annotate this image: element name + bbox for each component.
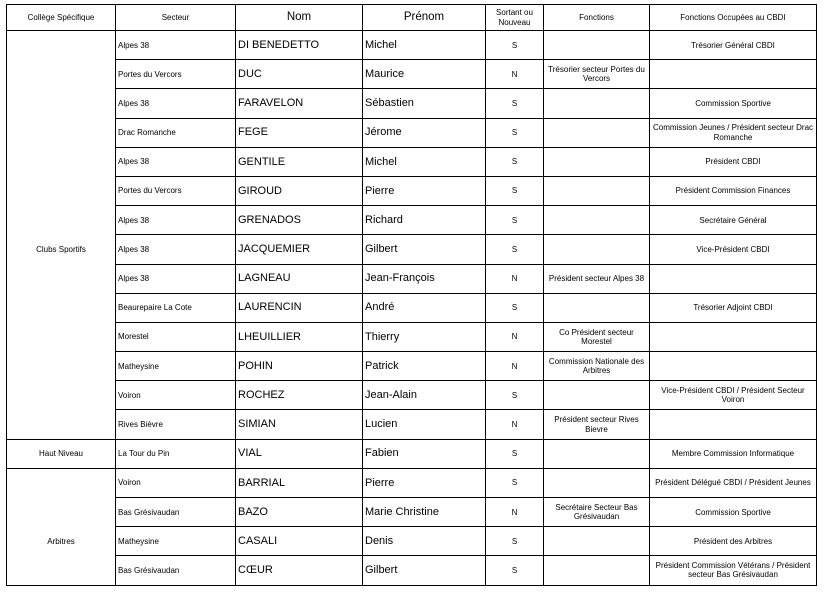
fonctions-cell bbox=[544, 468, 650, 497]
fonctions-cbdi-cell: Trésorier Adjoint CBDI bbox=[650, 293, 817, 322]
fonctions-cbdi-cell: Président Commission Finances bbox=[650, 176, 817, 205]
fonctions-cell bbox=[544, 31, 650, 60]
prenom-cell: Pierre bbox=[363, 176, 486, 205]
fonctions-cbdi-cell: Président CBDI bbox=[650, 147, 817, 176]
table-row bbox=[7, 498, 817, 527]
table-row bbox=[7, 468, 817, 497]
prenom-cell: Pierre bbox=[363, 468, 486, 497]
fonctions-cell bbox=[544, 235, 650, 264]
nom-cell: LAGNEAU bbox=[236, 264, 363, 293]
secteur-cell: Drac Romanche bbox=[116, 118, 236, 147]
prenom-cell: Maurice bbox=[363, 60, 486, 89]
prenom-cell: Marie Christine bbox=[363, 498, 486, 527]
secteur-cell: Bas Grésivaudan bbox=[116, 556, 236, 585]
fonctions-cell: Président secteur Alpes 38 bbox=[544, 264, 650, 293]
sortant-nouveau-cell: N bbox=[486, 498, 544, 527]
fonctions-cell bbox=[544, 293, 650, 322]
college-cell bbox=[7, 118, 116, 147]
fonctions-cbdi-cell: Président Délégué CBDI / Président Jeunes bbox=[650, 468, 817, 497]
nom-cell: POHIN bbox=[236, 352, 363, 381]
fonctions-cell bbox=[544, 206, 650, 235]
secteur-cell: Portes du Vercors bbox=[116, 60, 236, 89]
table-row bbox=[7, 89, 817, 118]
secteur-cell: Voiron bbox=[116, 381, 236, 410]
college-cell bbox=[7, 31, 116, 60]
table-row bbox=[7, 264, 817, 293]
nom-cell: JACQUEMIER bbox=[236, 235, 363, 264]
fonctions-cbdi-cell bbox=[650, 410, 817, 439]
fonctions-cell bbox=[544, 556, 650, 585]
prenom-cell: Denis bbox=[363, 527, 486, 556]
nom-cell: GRENADOS bbox=[236, 206, 363, 235]
nom-cell: GIROUD bbox=[236, 176, 363, 205]
table-row bbox=[7, 60, 817, 89]
fonctions-cell: Co Président secteur Morestel bbox=[544, 322, 650, 351]
sortant-nouveau-cell: S bbox=[486, 527, 544, 556]
table-row bbox=[7, 206, 817, 235]
fonctions-cbdi-cell: Commission Sportive bbox=[650, 89, 817, 118]
secteur-cell: La Tour du Pin bbox=[116, 439, 236, 468]
table-row bbox=[7, 293, 817, 322]
college-cell bbox=[7, 468, 116, 497]
college-cell bbox=[7, 60, 116, 89]
sortant-nouveau-cell: S bbox=[486, 118, 544, 147]
nom-cell: DI BENEDETTO bbox=[236, 31, 363, 60]
secteur-cell: Beaurepaire La Cote bbox=[116, 293, 236, 322]
secteur-cell: Alpes 38 bbox=[116, 147, 236, 176]
fonctions-cbdi-cell: Secrétaire Général bbox=[650, 206, 817, 235]
secteur-cell: Matheysine bbox=[116, 352, 236, 381]
table-row bbox=[7, 235, 817, 264]
prenom-cell: Jean-François bbox=[363, 264, 486, 293]
fonctions-cbdi-cell bbox=[650, 322, 817, 351]
college-cell bbox=[7, 322, 116, 351]
nom-cell: SIMIAN bbox=[236, 410, 363, 439]
nom-cell: DUC bbox=[236, 60, 363, 89]
table-row bbox=[7, 176, 817, 205]
college-cell bbox=[7, 176, 116, 205]
secteur-cell: Rives Bièvre bbox=[116, 410, 236, 439]
prenom-cell: André bbox=[363, 293, 486, 322]
fonctions-cbdi-cell: Vice-Président CBDI / Président Secteur Voiron bbox=[650, 381, 817, 410]
college-cell bbox=[7, 498, 116, 527]
prenom-cell: Sébastien bbox=[363, 89, 486, 118]
fonctions-cell bbox=[544, 118, 650, 147]
header-sortant-nouveau: Sortant ou Nouveau bbox=[486, 5, 544, 31]
nom-cell: GENTILE bbox=[236, 147, 363, 176]
college-cell bbox=[7, 381, 116, 410]
prenom-cell: Richard bbox=[363, 206, 486, 235]
fonctions-cbdi-cell: Vice-Président CBDI bbox=[650, 235, 817, 264]
fonctions-cell: Président secteur Rives Bievre bbox=[544, 410, 650, 439]
table-row bbox=[7, 31, 817, 60]
fonctions-cbdi-cell bbox=[650, 352, 817, 381]
sortant-nouveau-cell: S bbox=[486, 381, 544, 410]
fonctions-cbdi-cell bbox=[650, 264, 817, 293]
nom-cell: ROCHEZ bbox=[236, 381, 363, 410]
table-row bbox=[7, 527, 817, 556]
sortant-nouveau-cell: S bbox=[486, 147, 544, 176]
prenom-cell: Michel bbox=[363, 31, 486, 60]
nom-cell: LAURENCIN bbox=[236, 293, 363, 322]
college-cell: Clubs Sportifs bbox=[7, 235, 116, 264]
secteur-cell: Alpes 38 bbox=[116, 235, 236, 264]
fonctions-cell bbox=[544, 527, 650, 556]
sortant-nouveau-cell: S bbox=[486, 293, 544, 322]
header-secteur: Secteur bbox=[116, 5, 236, 31]
nom-cell: BARRIAL bbox=[236, 468, 363, 497]
header-prenom: Prénom bbox=[363, 5, 486, 31]
secteur-cell: Matheysine bbox=[116, 527, 236, 556]
secteur-cell: Alpes 38 bbox=[116, 206, 236, 235]
sortant-nouveau-cell: S bbox=[486, 235, 544, 264]
prenom-cell: Gilbert bbox=[363, 235, 486, 264]
sortant-nouveau-cell: N bbox=[486, 322, 544, 351]
prenom-cell: Lucien bbox=[363, 410, 486, 439]
college-cell: Arbitres bbox=[7, 527, 116, 556]
nom-cell: FEGE bbox=[236, 118, 363, 147]
college-cell bbox=[7, 410, 116, 439]
sortant-nouveau-cell: S bbox=[486, 439, 544, 468]
nom-cell: CŒUR bbox=[236, 556, 363, 585]
fonctions-cbdi-cell: Commission Sportive bbox=[650, 498, 817, 527]
sortant-nouveau-cell: N bbox=[486, 264, 544, 293]
college-cell bbox=[7, 352, 116, 381]
college-cell bbox=[7, 206, 116, 235]
sortant-nouveau-cell: N bbox=[486, 410, 544, 439]
prenom-cell: Jean-Alain bbox=[363, 381, 486, 410]
secteur-cell: Alpes 38 bbox=[116, 31, 236, 60]
nom-cell: FARAVELON bbox=[236, 89, 363, 118]
sortant-nouveau-cell: S bbox=[486, 176, 544, 205]
fonctions-cell: Trésorier secteur Portes du Vercors bbox=[544, 60, 650, 89]
sortant-nouveau-cell: S bbox=[486, 468, 544, 497]
sortant-nouveau-cell: S bbox=[486, 31, 544, 60]
fonctions-cbdi-cell: Président Commission Vétérans / Président secteur Bas Grésivaudan bbox=[650, 556, 817, 585]
sortant-nouveau-cell: S bbox=[486, 206, 544, 235]
prenom-cell: Michel bbox=[363, 147, 486, 176]
fonctions-cell bbox=[544, 147, 650, 176]
table-row bbox=[7, 410, 817, 439]
sortant-nouveau-cell: N bbox=[486, 60, 544, 89]
fonctions-cell bbox=[544, 381, 650, 410]
fonctions-cbdi-cell: Membre Commission Informatique bbox=[650, 439, 817, 468]
table-row bbox=[7, 556, 817, 585]
table-row bbox=[7, 322, 817, 351]
header-fonctions-cbdi: Fonctions Occupées au CBDI bbox=[650, 5, 817, 31]
table-row bbox=[7, 118, 817, 147]
fonctions-cbdi-cell: Président des Arbitres bbox=[650, 527, 817, 556]
sortant-nouveau-cell: S bbox=[486, 89, 544, 118]
table-row bbox=[7, 381, 817, 410]
secteur-cell: Alpes 38 bbox=[116, 89, 236, 118]
fonctions-cbdi-cell: Commission Jeunes / Président secteur Drac Romanche bbox=[650, 118, 817, 147]
college-cell bbox=[7, 264, 116, 293]
college-cell: Haut Niveau bbox=[7, 439, 116, 468]
nom-cell: BAZO bbox=[236, 498, 363, 527]
college-cell bbox=[7, 89, 116, 118]
secteur-cell: Voiron bbox=[116, 468, 236, 497]
header-nom: Nom bbox=[236, 5, 363, 31]
prenom-cell: Jérome bbox=[363, 118, 486, 147]
fonctions-cbdi-cell: Trésorier Général CBDI bbox=[650, 31, 817, 60]
secteur-cell: Bas Grésivaudan bbox=[116, 498, 236, 527]
nom-cell: LHEUILLIER bbox=[236, 322, 363, 351]
nom-cell: CASALI bbox=[236, 527, 363, 556]
header-fonctions: Fonctions bbox=[544, 5, 650, 31]
prenom-cell: Patrick bbox=[363, 352, 486, 381]
prenom-cell: Gilbert bbox=[363, 556, 486, 585]
sortant-nouveau-cell: S bbox=[486, 556, 544, 585]
prenom-cell: Thierry bbox=[363, 322, 486, 351]
fonctions-cbdi-cell bbox=[650, 60, 817, 89]
table-row bbox=[7, 352, 817, 381]
sortant-nouveau-cell: N bbox=[486, 352, 544, 381]
secteur-cell: Morestel bbox=[116, 322, 236, 351]
fonctions-cell bbox=[544, 89, 650, 118]
table-row bbox=[7, 439, 817, 468]
secteur-cell: Portes du Vercors bbox=[116, 176, 236, 205]
college-cell bbox=[7, 556, 116, 585]
fonctions-cell: Commission Nationale des Arbitres bbox=[544, 352, 650, 381]
members-table bbox=[6, 4, 817, 586]
college-cell bbox=[7, 293, 116, 322]
fonctions-cell bbox=[544, 176, 650, 205]
college-cell bbox=[7, 147, 116, 176]
header-college: Collège Spécifique bbox=[7, 5, 116, 31]
secteur-cell: Alpes 38 bbox=[116, 264, 236, 293]
prenom-cell: Fabien bbox=[363, 439, 486, 468]
fonctions-cell bbox=[544, 439, 650, 468]
nom-cell: VIAL bbox=[236, 439, 363, 468]
fonctions-cell: Secrétaire Secteur Bas Grésivaudan bbox=[544, 498, 650, 527]
header-row bbox=[7, 5, 817, 31]
table-row bbox=[7, 147, 817, 176]
